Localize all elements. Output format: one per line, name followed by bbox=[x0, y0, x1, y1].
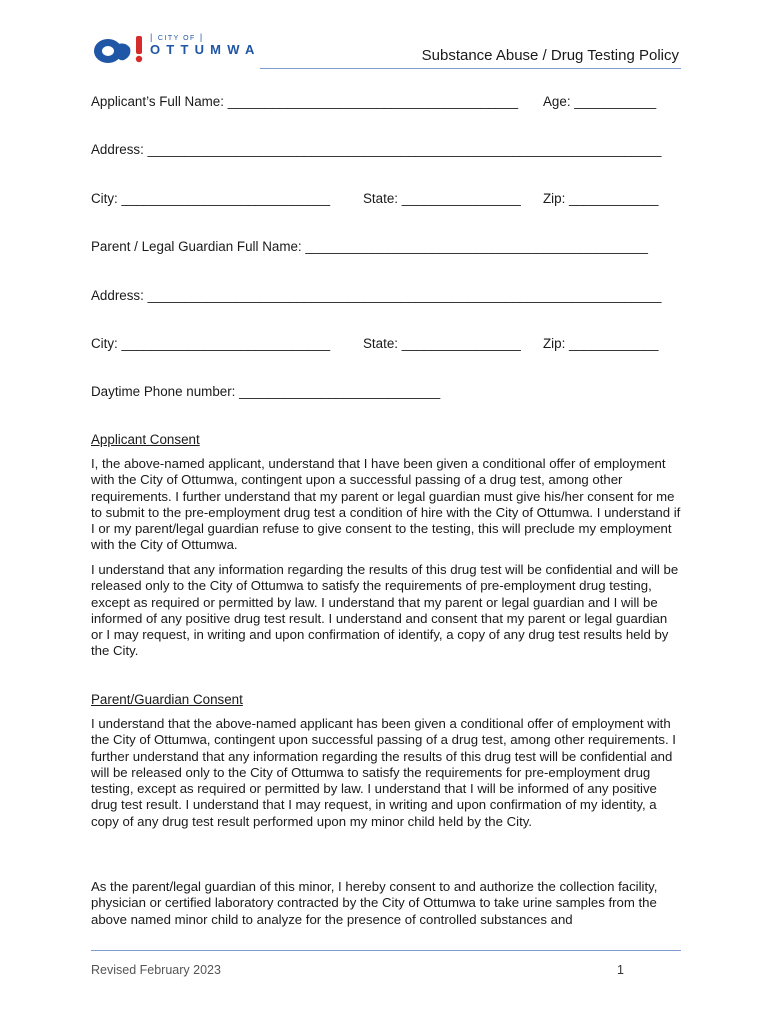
applicant-state-field[interactable]: State: ________________ bbox=[363, 191, 521, 206]
logo-city-of-text: | CITY OF | bbox=[150, 32, 204, 42]
guardian-city-field[interactable]: City: ____________________________ bbox=[91, 336, 331, 351]
guardian-address-field[interactable]: Address: _____________________________________________________________________ bbox=[91, 288, 662, 303]
applicant-address-field[interactable]: Address: _____________________________________________________________________ bbox=[91, 142, 662, 157]
daytime-phone-field[interactable]: Daytime Phone number: ___________________________ bbox=[91, 384, 441, 399]
guardian-consent-paragraph-1: I understand that the above-named applicant has been given a conditional offer of employment with the City of Ottumwa, contingent upon successful passing of a drug test, among other requirements. I further understand that any information regarding the results of this drug test will be confidential and will be released only to the City of Ottumwa to satisfy the requirements for pre-employment drug testing, except as required or permitted by law. I understand that I will be informed of any positive drug test result. I understand that I may request, in writing and upon confirmation of my identity, a copy of any drug test result performed upon my minor child held by the City. bbox=[91, 716, 676, 829]
footer-divider bbox=[91, 950, 681, 951]
age-field[interactable]: Age: ___________ bbox=[543, 94, 657, 109]
page-number: 1 bbox=[617, 963, 624, 977]
guardian-state-field[interactable]: State: ________________ bbox=[363, 336, 521, 351]
logo-mark-icon bbox=[92, 28, 148, 70]
city-logo bbox=[92, 28, 282, 70]
guardian-consent-heading: Parent/Guardian Consent bbox=[91, 692, 243, 707]
guardian-consent-paragraph-2: As the parent/legal guardian of this minor, I hereby consent to and authorize the collection facility, physician or certified laboratory contracted by the City of Ottumwa to take urine samples from the above named minor child to analyze for the presence of controlled substances and bbox=[91, 879, 658, 927]
applicant-consent-paragraph-1: I, the above-named applicant, understand that I have been given a conditional offer of employment with the City of Ottumwa, contingent upon a successful passing of a drug test, among other requirements. I further understand that my parent or legal guardian must give his/her consent for me to submit to the pre-employment drug test a condition of hire with the City of Ottumwa. I understand if I or my parent/legal guardian refuse to give consent to the testing, this will preclude my employment with the City of Ottumwa. bbox=[91, 456, 681, 553]
document-title: Substance Abuse / Drug Testing Policy bbox=[421, 47, 679, 64]
guardian-zip-field[interactable]: Zip: ____________ bbox=[543, 336, 659, 351]
applicant-zip-field[interactable]: Zip: ____________ bbox=[543, 191, 659, 206]
revision-date: Revised February 2023 bbox=[91, 963, 221, 977]
applicant-consent-heading: Applicant Consent bbox=[91, 432, 200, 447]
applicant-name-field[interactable]: Applicant’s Full Name: _______________________________________ bbox=[91, 94, 519, 109]
applicant-consent-paragraph-2: I understand that any information regarding the results of this drug test will be confidential and will be released only to the City of Ottumwa to satisfy the requirements of pre-employment drug testing, except as required or permitted by law. I understand that my parent or legal guardian and I will be informed of any positive drug test result. I understand and consent that my parent or legal guardian or I may request, in writing and upon confirmation of identify, a copy of any drug test results held by the City. bbox=[91, 562, 679, 659]
header-divider bbox=[260, 68, 681, 69]
logo-name-text: OTTUMWA bbox=[150, 42, 261, 57]
guardian-name-field[interactable]: Parent / Legal Guardian Full Name: ______________________________________________ bbox=[91, 239, 648, 254]
applicant-city-field[interactable]: City: ____________________________ bbox=[91, 191, 331, 206]
